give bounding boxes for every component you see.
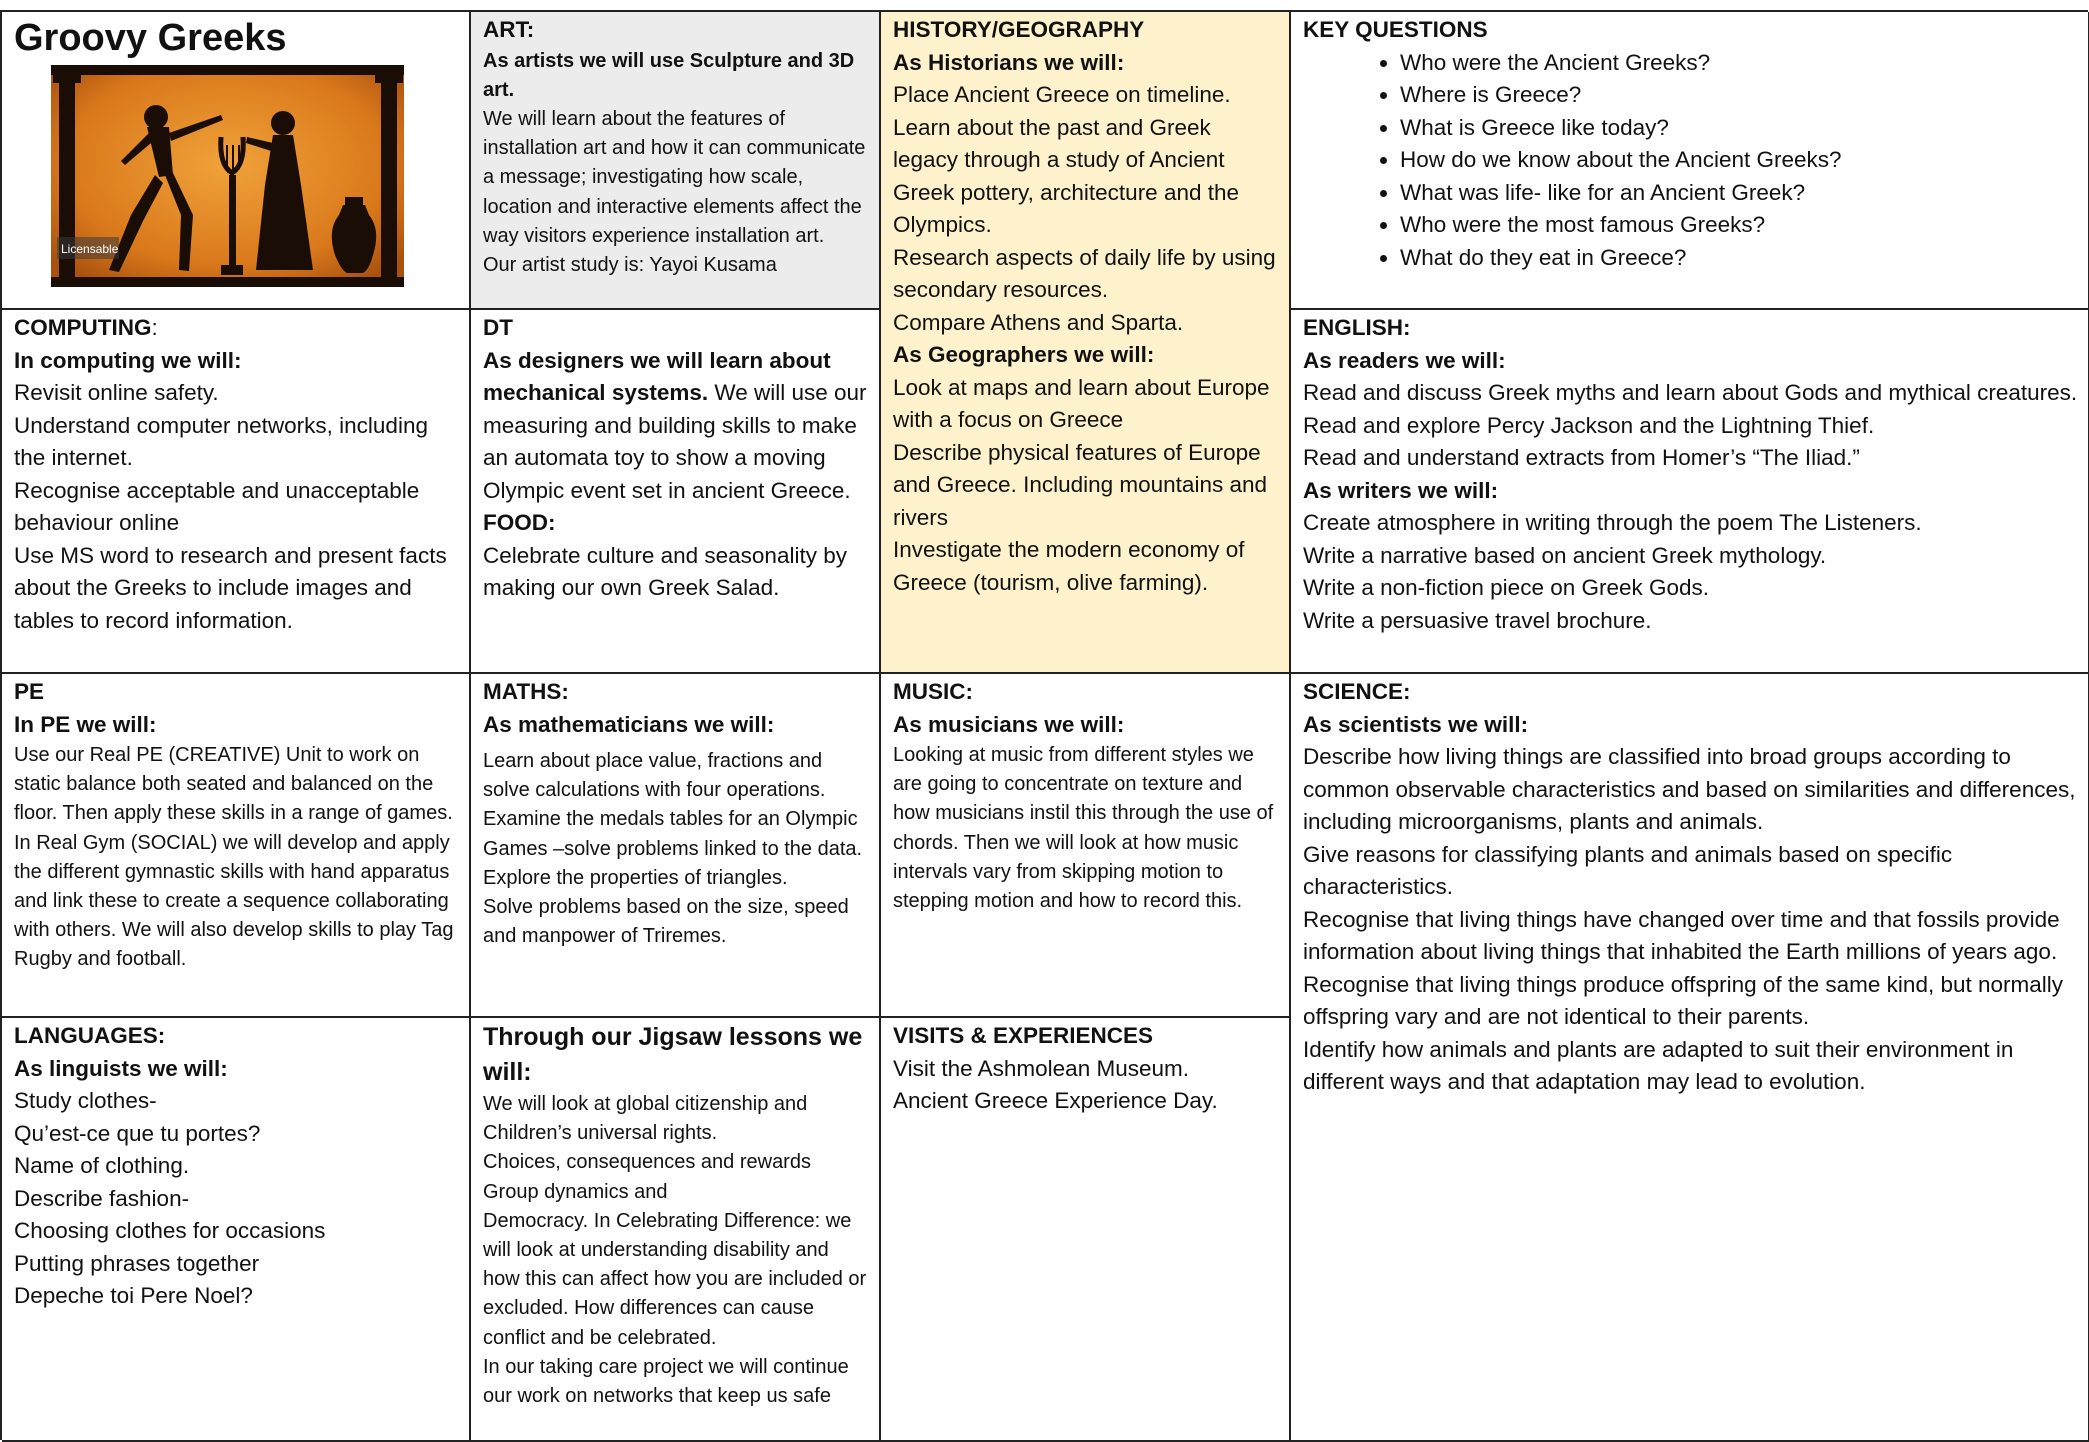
jigsaw-heading: Through our Jigsaw lessons we will: (483, 1023, 863, 1086)
visits-heading: VISITS & EXPERIENCES (893, 1023, 1154, 1048)
maths-line: Examine the medals tables for an Olympic Games –solve problems linked to the data. (483, 808, 863, 860)
history-heading: HISTORY/GEOGRAPHY (893, 17, 1145, 42)
languages-line: Name of clothing. (14, 1153, 190, 1178)
jigsaw-line: We will look at global citizenship and Children’s universal rights. (483, 1093, 808, 1145)
science-line: Give reasons for classifying plants and animals based on specific characteristics. (1303, 841, 1953, 899)
pe-cell (2, 674, 471, 1018)
curriculum-grid (0, 10, 2088, 1440)
english-line: Write a persuasive travel brochure. (1303, 607, 1652, 633)
languages-cell (2, 1018, 471, 1442)
computing-subheading: In computing we will: (14, 347, 242, 373)
art-heading: ART: (483, 17, 535, 42)
geographers-subheading: As Geographers we will: (893, 342, 1155, 367)
licensable-badge: Licensable (61, 242, 119, 256)
food-heading: FOOD: (483, 510, 556, 535)
jigsaw-cell (471, 1018, 881, 1442)
science-subheading: As scientists we will: (1303, 711, 1529, 737)
title-cell (2, 12, 471, 310)
dt-heading: DT (483, 315, 513, 340)
readers-subheading: As readers we will: (1303, 347, 1506, 373)
visits-line: Ancient Greece Experience Day. (893, 1088, 1218, 1113)
art-line: Our artist study is: Yayoi Kusama (483, 253, 777, 276)
science-line: Recognise that living things have changed over time and that fossils provide information about living things that inhabited the Earth millions of years ago. (1303, 906, 2060, 964)
list-item: • Who were the most famous Greeks? (1400, 209, 2078, 242)
jigsaw-line: Democracy. In Celebrating Difference: we will look at understanding disability and how this can affect how you are included or excluded. How differences can cause conflict and be celebrated. (483, 1209, 867, 1349)
dt-cell (471, 310, 881, 674)
jigsaw-line: In our taking care project we will continue our work on networks that keep us safe (483, 1355, 849, 1408)
pe-text: Use our Real PE (CREATIVE) Unit to work on static balance both seated and balanced on the floor. Then apply these skills in a range of games. In Real Gym (SOCIAL) we will develop and apply the different gymnastic skills with hand apparatus and link these to create a sequence collaborating with others. We will also develop skills to play Tag Rugby and football. (14, 744, 454, 971)
history-geography-cell (881, 12, 1291, 674)
pe-heading: PE (14, 679, 45, 704)
maths-line: Learn about place value, fractions and solve calculations with four operations. (483, 750, 826, 802)
languages-heading: LANGUAGES: (14, 1023, 166, 1048)
languages-line: Qu’est-ce que tu portes? (14, 1120, 261, 1146)
greek-pottery-image (51, 65, 404, 287)
english-line: Create atmosphere in writing through the poem The Listeners. (1303, 510, 1922, 535)
music-text: Looking at music from different styles we are going to concentrate on texture and how musicians instil this through the use of chords. Then we will look at how music intervals vary from skipping motion to stepping motion and how to record this. (893, 744, 1274, 913)
art-subheading: As artists we will use Sculpture and 3D art. (483, 49, 855, 101)
history-line: Research aspects of daily life by using secondary resources. (893, 244, 1276, 302)
writers-subheading: As writers we will: (1303, 477, 1499, 503)
art-line: We will learn about the features of installation art and how it can communicate a message; investigating how scale, location and interactive elements affect the way visitors experience installation art. (483, 107, 866, 247)
key-questions-heading: KEY QUESTIONS (1303, 17, 1488, 42)
computing-line: Revisit online safety. (14, 380, 219, 405)
maths-subheading: As mathematicians we will: (483, 711, 775, 737)
english-heading: ENGLISH: (1303, 315, 1411, 340)
maths-cell (471, 674, 881, 1018)
pe-subheading: In PE we will: (14, 711, 157, 737)
english-line: Write a narrative based on ancient Greek mythology. (1303, 542, 1827, 568)
music-heading: MUSIC: (893, 679, 973, 704)
page-title: Groovy Greeks (14, 17, 287, 59)
maths-heading: MATHS: (483, 679, 569, 704)
key-questions-cell (1291, 12, 2089, 310)
languages-line: Depeche toi Pere Noel? (14, 1283, 253, 1308)
languages-line: Putting phrases together (14, 1250, 260, 1276)
computing-line: Understand computer networks, including the internet. (14, 412, 428, 470)
languages-line: Study clothes- (14, 1088, 157, 1113)
list-item: • Where is Greece? (1400, 79, 2078, 112)
science-cell (1291, 674, 2089, 1442)
history-line: Learn about the past and Greek legacy through a study of Ancient Greek pottery, architecture and the Olympics. (893, 114, 1240, 237)
jigsaw-line: Choices, consequences and rewards (483, 1151, 811, 1174)
history-line: Place Ancient Greece on timeline. (893, 82, 1231, 107)
english-line: Write a non-fiction piece on Greek Gods. (1303, 575, 1710, 600)
english-cell (1291, 310, 2089, 674)
visits-cell (881, 1018, 1291, 1442)
english-line: Read and discuss Greek myths and learn about Gods and mythical creatures. (1303, 380, 2078, 405)
english-line: Read and understand extracts from Homer’s “The Iliad.” (1303, 445, 1860, 470)
geography-line: Describe physical features of Europe and Greece. Including mountains and rivers (893, 439, 1267, 530)
computing-colon: : (151, 315, 158, 340)
key-questions-list (1303, 47, 2078, 275)
historians-subheading: As Historians we will: (893, 49, 1125, 75)
science-line: Recognise that living things produce offspring of the same kind, but normally offspring vary and are not identical to their parents. (1303, 971, 2064, 1029)
computing-cell (2, 310, 471, 674)
list-item: • What do they eat in Greece? (1400, 242, 2078, 275)
dt-text: We will use our measuring and building skills to make an automata toy to show a moving Olympic event set in ancient Greece. (483, 380, 867, 503)
geography-line: Look at maps and learn about Europe with a focus on Greece (893, 374, 1270, 432)
english-line: Read and explore Percy Jackson and the Lightning Thief. (1303, 412, 1875, 438)
computing-line: Use MS word to research and present facts about the Greeks to include images and tables to record information. (14, 542, 447, 633)
jigsaw-line: Group dynamics and (483, 1180, 668, 1203)
music-subheading: As musicians we will: (893, 711, 1125, 737)
computing-line: Recognise acceptable and unacceptable behaviour online (14, 477, 420, 535)
music-cell (881, 674, 1291, 1018)
list-item: • How do we know about the Ancient Greeks? (1400, 144, 2078, 177)
geography-line: Investigate the modern economy of Greece (tourism, olive farming). (893, 537, 1245, 595)
history-line: Compare Athens and Sparta. (893, 309, 1184, 335)
languages-subheading: As linguists we will: (14, 1055, 228, 1081)
list-item: • What was life- like for an Ancient Greek? (1400, 177, 2078, 210)
visits-line: Visit the Ashmolean Museum. (893, 1055, 1189, 1081)
food-text: Celebrate culture and seasonality by making our own Greek Salad. (483, 542, 847, 600)
list-item: • Who were the Ancient Greeks? (1400, 47, 2078, 80)
science-line: Describe how living things are classified into broad groups according to common observable characteristics and based on similarities and differences, including microorganisms, plants and animals. (1303, 744, 2076, 834)
science-heading: SCIENCE: (1303, 679, 1411, 704)
list-item: • What is Greece like today? (1400, 112, 2078, 145)
art-cell (471, 12, 881, 310)
maths-line: Solve problems based on the size, speed and manpower of Triremes. (483, 896, 849, 948)
languages-line: Choosing clothes for occasions (14, 1218, 326, 1243)
maths-line: Explore the properties of triangles. (483, 866, 788, 889)
computing-heading: COMPUTING (14, 315, 152, 340)
dt-bold-intro: As designers we will learn about mechanical systems. (483, 347, 831, 405)
languages-line: Describe fashion- (14, 1185, 190, 1211)
science-line: Identify how animals and plants are adapted to suit their environment in different ways and that adaptation may lead to evolution. (1303, 1036, 2014, 1094)
